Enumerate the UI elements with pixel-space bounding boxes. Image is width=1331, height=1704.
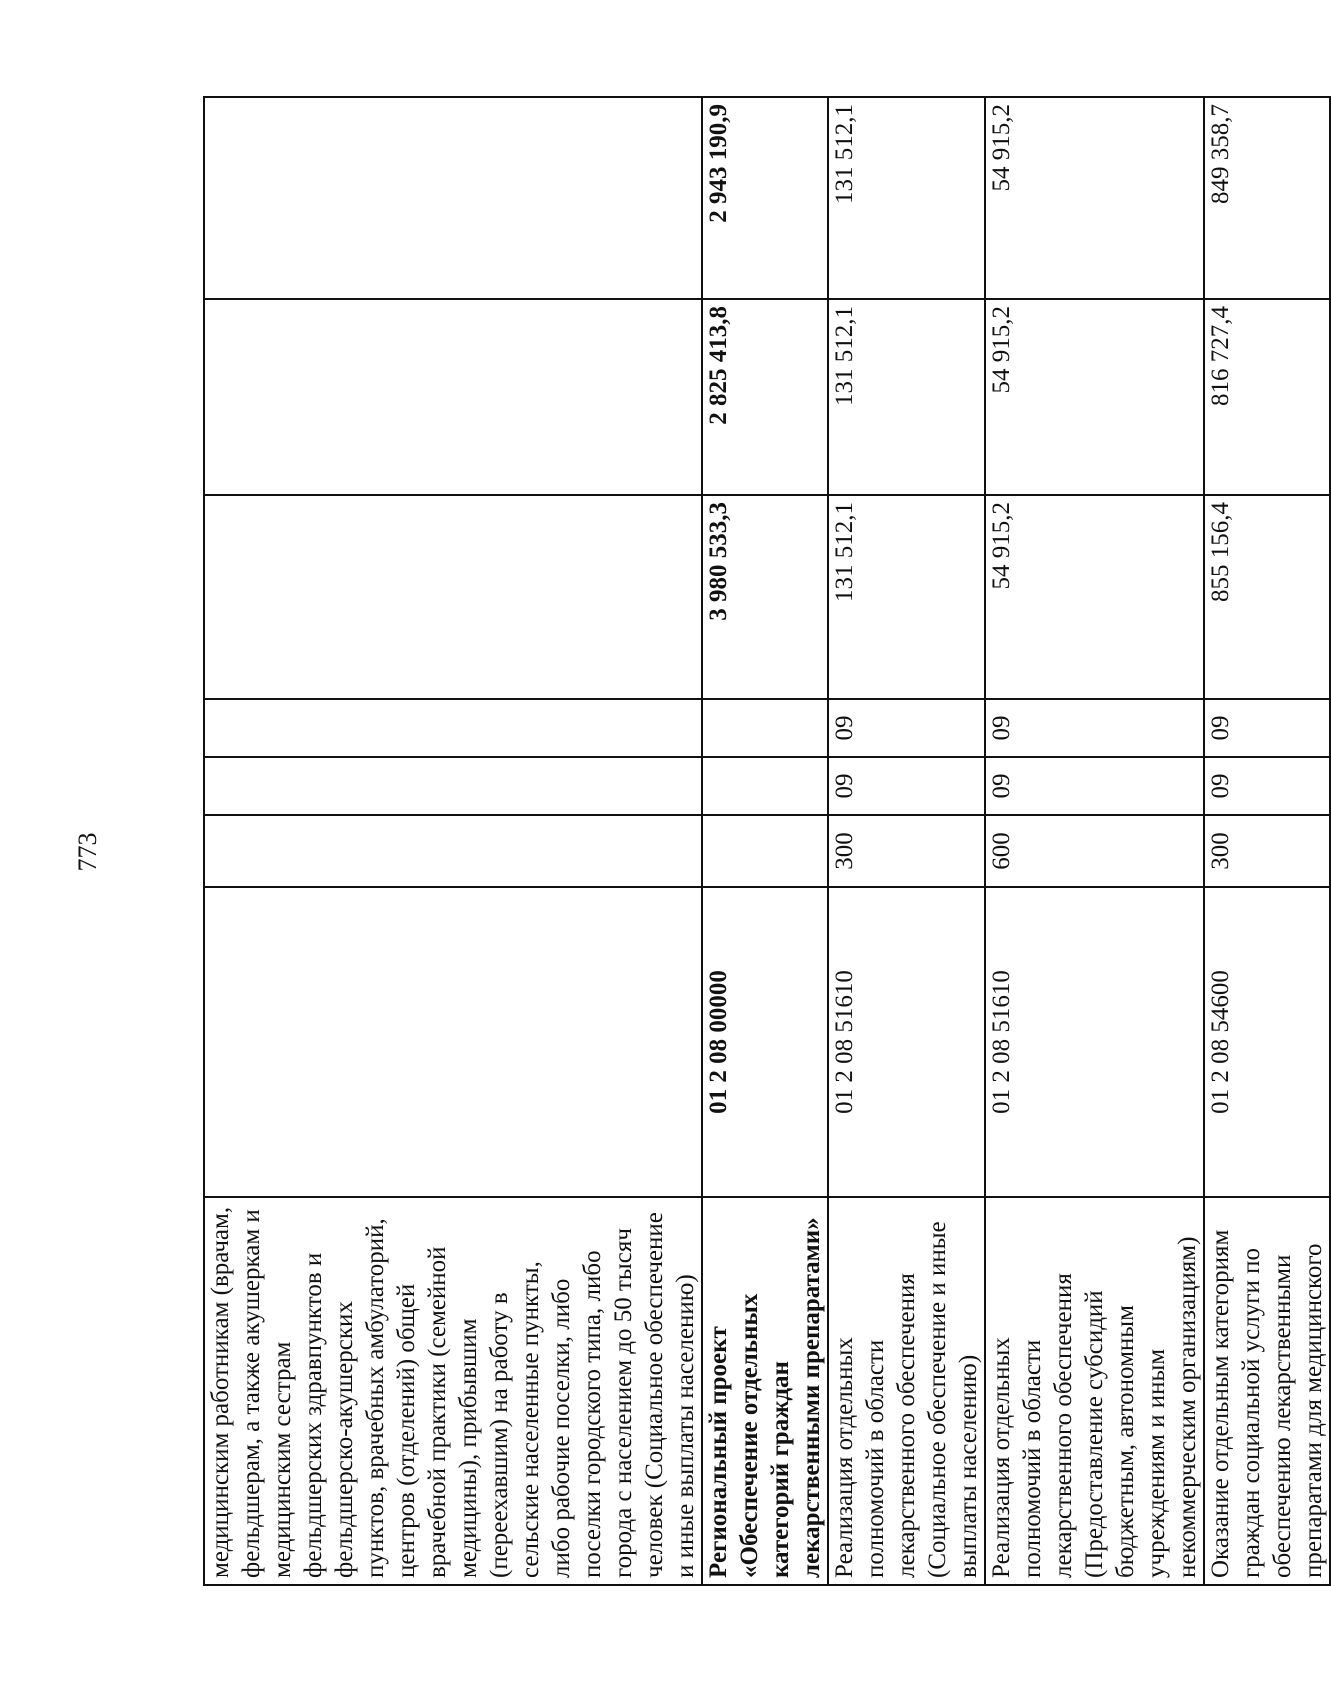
row-name: Реализация отдельных полномочий в области лекарственного обеспечения (Предоставление субсидий бюджетным, автономным учреждениям и иным некоммерческим организациям) [985, 1197, 1204, 1585]
table-row [1204, 97, 1330, 1585]
row-subsection: 09 [1204, 699, 1330, 757]
row-name: Региональный проект «Обеспечение отдельных категорий граждан лекарственными препаратами» [702, 1197, 828, 1585]
row-expense-type: 600 [985, 815, 1204, 887]
row-amount-year1: 54 915,2 [985, 495, 1204, 699]
row-amount-year2: 816 727,4 [1204, 299, 1330, 495]
row-subsection [204, 699, 702, 757]
row-subsection [702, 699, 828, 757]
row-section [204, 757, 702, 815]
row-expense-type [204, 815, 702, 887]
row-section: 09 [828, 757, 985, 815]
row-amount-year1: 131 512,1 [828, 495, 985, 699]
row-amount-year3: 2 943 190,9 [702, 97, 828, 299]
row-amount-year2: 2 825 413,8 [702, 299, 828, 495]
row-target-article [204, 887, 702, 1197]
row-section: 09 [1204, 757, 1330, 815]
row-amount-year3 [204, 97, 702, 299]
row-target-article: 01 2 08 00000 [702, 887, 828, 1197]
row-expense-type [702, 815, 828, 887]
row-name: Оказание отдельным категориям граждан социальной услуги по обеспечению лекарственными препаратами для медицинского [1204, 1197, 1330, 1585]
row-name: медицинским работникам (врачам, фельдшерам, а также акушеркам и медицинским сестрам фельдшерских здравпунктов и фельдшерско-акушерских пунктов, врачебных амбулаторий, центров (отделений) общей врачебной практики (семейной медицины), прибывшим (переехавшим) на работу в сельские населенные пункты, либо рабочие поселки, либо поселки городского типа, либо города с населением до 50 тысяч человек (Социальное обеспечение и иные выплаты населению) [204, 1197, 702, 1585]
row-section [702, 757, 828, 815]
table-row [204, 97, 702, 1585]
row-amount-year3: 131 512,1 [828, 97, 985, 299]
row-subsection: 09 [828, 699, 985, 757]
row-section: 09 [985, 757, 1204, 815]
row-subsection: 09 [985, 699, 1204, 757]
row-target-article: 01 2 08 54600 [1204, 887, 1330, 1197]
row-amount-year1: 3 980 533,3 [702, 495, 828, 699]
row-amount-year2 [204, 299, 702, 495]
row-amount-year2: 54 915,2 [985, 299, 1204, 495]
row-amount-year3: 849 358,7 [1204, 97, 1330, 299]
row-target-article: 01 2 08 51610 [828, 887, 985, 1197]
row-name: Реализация отдельных полномочий в области лекарственного обеспечения (Социальное обеспечение и иные выплаты населению) [828, 1197, 985, 1585]
table-row [828, 97, 985, 1585]
table-row [985, 97, 1204, 1585]
row-expense-type: 300 [828, 815, 985, 887]
row-amount-year1: 855 156,4 [1204, 495, 1330, 699]
row-amount-year2: 131 512,1 [828, 299, 985, 495]
page-number: 773 [73, 832, 102, 872]
row-amount-year1 [204, 495, 702, 699]
row-amount-year3: 54 915,2 [985, 97, 1204, 299]
budget-table [203, 96, 1331, 1586]
row-expense-type: 300 [1204, 815, 1330, 887]
row-target-article: 01 2 08 51610 [985, 887, 1204, 1197]
table-row [702, 97, 828, 1585]
